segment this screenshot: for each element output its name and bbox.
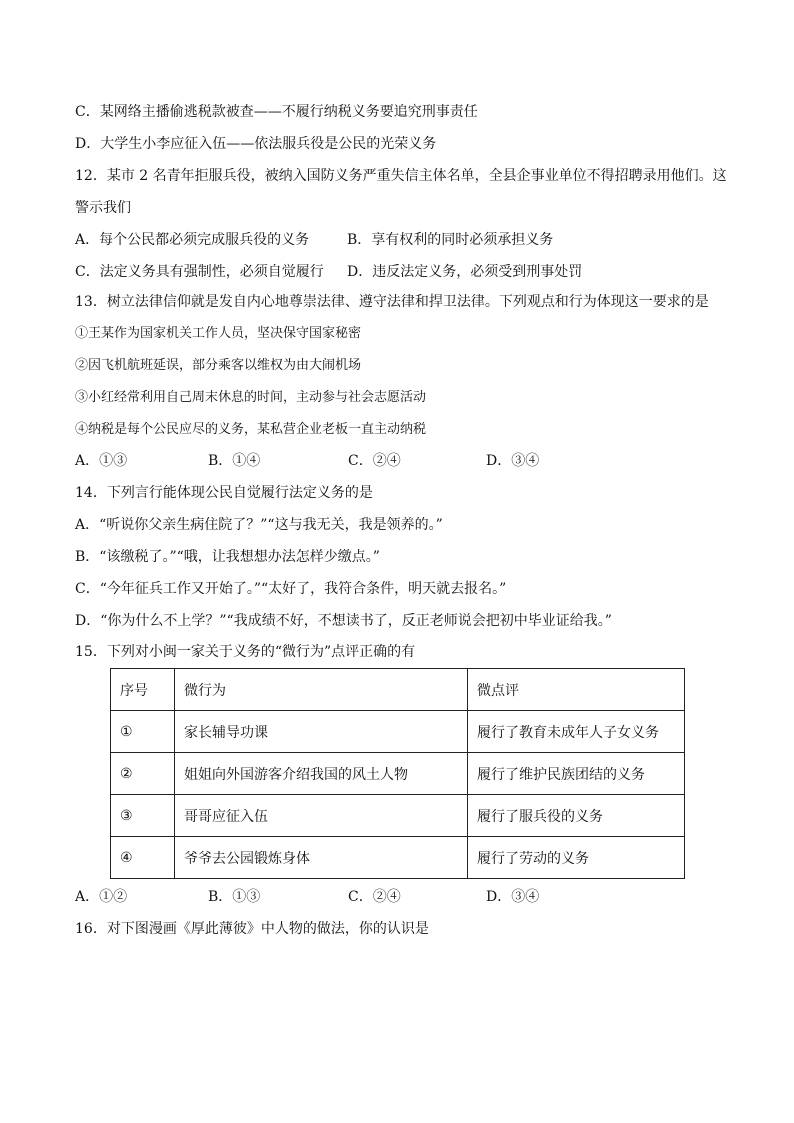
q13-item-1: ①王某作为国家机关工作人员，坚决保守国家秘密	[75, 326, 362, 341]
table-row	[111, 837, 685, 879]
table-cell: 哥哥应征入伍	[175, 795, 468, 837]
q15-option-d: D．③④	[486, 889, 540, 905]
table-row	[111, 711, 685, 753]
table-cell: ①	[111, 711, 175, 753]
q14-stem: 14．下列言行能体现公民自觉履行法定义务的是	[75, 485, 373, 501]
table-row	[111, 795, 685, 837]
q13-option-c: C．②④	[348, 453, 401, 469]
q13-item-2: ②因飞机航班延误，部分乘客以维权为由大闹机场	[75, 358, 362, 373]
q14-option-b: B．“该缴税了。”“哦，让我想想办法怎样少缴点。”	[75, 549, 380, 565]
q15-stem: 15．下列对小闽一家关于义务的“微行为”点评正确的有	[75, 644, 416, 660]
q12-option-c: C．法定义务具有强制性，必须自觉履行	[75, 264, 324, 280]
table-row	[111, 753, 685, 795]
table-cell: 爷爷去公园锻炼身体	[175, 837, 468, 879]
table-cell: 履行了服兵役的义务	[468, 795, 685, 837]
q12-option-d: D．违反法定义务，必须受到刑事处罚	[347, 264, 583, 280]
q13-option-b: B．①④	[208, 453, 261, 469]
q14-option-d: D．“你为什么不上学？”“我成绩不好，不想读书了，反正老师说会把初中毕业证给我。”	[75, 613, 612, 629]
table-cell: 姐姐向外国游客介绍我国的风土人物	[175, 753, 468, 795]
q15-option-b: B．①③	[208, 889, 261, 905]
table-header-cell: 微点评	[468, 669, 685, 711]
table-cell: ②	[111, 753, 175, 795]
q15-option-c: C．②④	[348, 889, 401, 905]
table-header-row	[111, 669, 685, 711]
q13-stem: 13．树立法律信仰就是发自内心地尊崇法律、遵守法律和捍卫法律。下列观点和行为体现这一要求的是	[75, 294, 709, 310]
q12-stem-line2: 警示我们	[75, 200, 131, 216]
table-cell: 履行了教育未成年人子女义务	[468, 711, 685, 753]
q11-option-d: D．大学生小李应征入伍——依法服兵役是公民的光荣义务	[75, 136, 437, 152]
q13-item-3: ③小红经常利用自己周末休息的时间，主动参与社会志愿活动	[75, 390, 427, 405]
table-cell: 家长辅导功课	[175, 711, 468, 753]
table-header-cell: 微行为	[175, 669, 468, 711]
q11-option-c: C．某网络主播偷逃税款被查——不履行纳税义务要追究刑事责任	[75, 104, 478, 120]
q14-option-c: C．“今年征兵工作又开始了。”“太好了，我符合条件，明天就去报名。”	[75, 581, 507, 597]
table-cell: 履行了维护民族团结的义务	[468, 753, 685, 795]
q16-stem: 16．对下图漫画《厚此薄彼》中人物的做法，你的认识是	[75, 921, 429, 937]
q13-item-4: ④纳税是每个公民应尽的义务，某私营企业老板一直主动纳税	[75, 422, 427, 437]
q13-option-d: D．③④	[486, 453, 540, 469]
q15-option-a: A．①②	[75, 889, 128, 905]
table-cell: ③	[111, 795, 175, 837]
q12-option-a: A．每个公民都必须完成服兵役的义务	[75, 232, 310, 248]
table-cell: ④	[111, 837, 175, 879]
table-cell: 履行了劳动的义务	[468, 837, 685, 879]
table-header-cell: 序号	[111, 669, 175, 711]
q12-stem-line1: 12．某市 2 名青年拒服兵役，被纳入国防义务严重失信主体名单，全县企事业单位不得招聘录用他们。这	[75, 168, 727, 184]
q13-option-a: A．①③	[75, 453, 128, 469]
q15-table	[110, 668, 685, 879]
q12-option-b: B．享有权利的同时必须承担义务	[347, 232, 554, 248]
q14-option-a: A．“听说你父亲生病住院了？”“这与我无关，我是领养的。”	[75, 517, 443, 533]
